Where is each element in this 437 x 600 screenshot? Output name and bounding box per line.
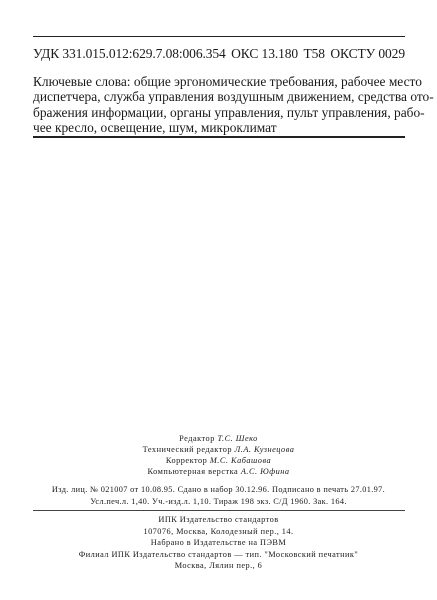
credit-name: А.С. Юфина (240, 467, 290, 476)
printing-line: Москва, Лялин пер., 6 (174, 561, 263, 570)
credit-name: Л.А. Кузнецова (234, 445, 295, 454)
printing-line: 107076, Москва, Колодезный пер., 14. (143, 526, 294, 536)
credit-name: Т.С. Шеко (217, 434, 258, 443)
bottom-rule (33, 136, 405, 138)
credit-proofreader (0, 455, 437, 466)
credit-role: Корректор (165, 456, 208, 465)
publication-line: Усл.печ.л. 1,40. Уч.-изд.л. 1,10. Тираж 198 экз. С/Д 1960. Зак. 164. (90, 496, 347, 506)
printing-info (0, 514, 437, 572)
top-rule (33, 36, 405, 37)
printing-line: Филиал ИПК Издательство стандартов — тип. "Московский печатник" (78, 549, 359, 559)
imprint-separator (33, 510, 405, 511)
keywords-line: бражения информации, органы управления, пульт управления, рабо- (33, 104, 425, 120)
printing-line: Набрано в Издательстве на ПЭВМ (150, 538, 287, 547)
classification-line (33, 46, 405, 62)
credit-role: Компьютерная верстка (147, 467, 239, 476)
credit-tech-editor (0, 444, 437, 455)
publication-info (0, 484, 437, 507)
credit-name: М.С. Кабашова (209, 456, 272, 465)
credit-layout (0, 466, 437, 477)
udk-code: УДК 331.015.012:629.7.08:006.354 (33, 46, 226, 61)
credit-role: Технический редактор (142, 445, 233, 454)
printing-line: ИПК Издательство стандартов (158, 515, 279, 524)
keywords-line: чее кресло, освещение, шум, микроклимат (33, 120, 277, 136)
keywords-paragraph (33, 74, 434, 136)
okstu-code: ОКСТУ 0029 (330, 46, 405, 61)
publication-line: Изд. лиц. № 021007 от 10.08.95. Сдано в набор 30.12.96. Подписано в печать 27.01.97. (51, 485, 386, 494)
credit-role: Редактор (179, 434, 215, 443)
credits-block (0, 433, 437, 477)
credit-editor (0, 433, 437, 444)
keywords-line: диспетчера, служба управления воздушным движением, средства ото- (33, 89, 434, 105)
group-code: Т58 (303, 46, 325, 61)
oks-code: ОКС 13.180 (231, 46, 299, 61)
keywords-line: Ключевые слова: общие эргономические требования, рабочее место (33, 74, 422, 89)
